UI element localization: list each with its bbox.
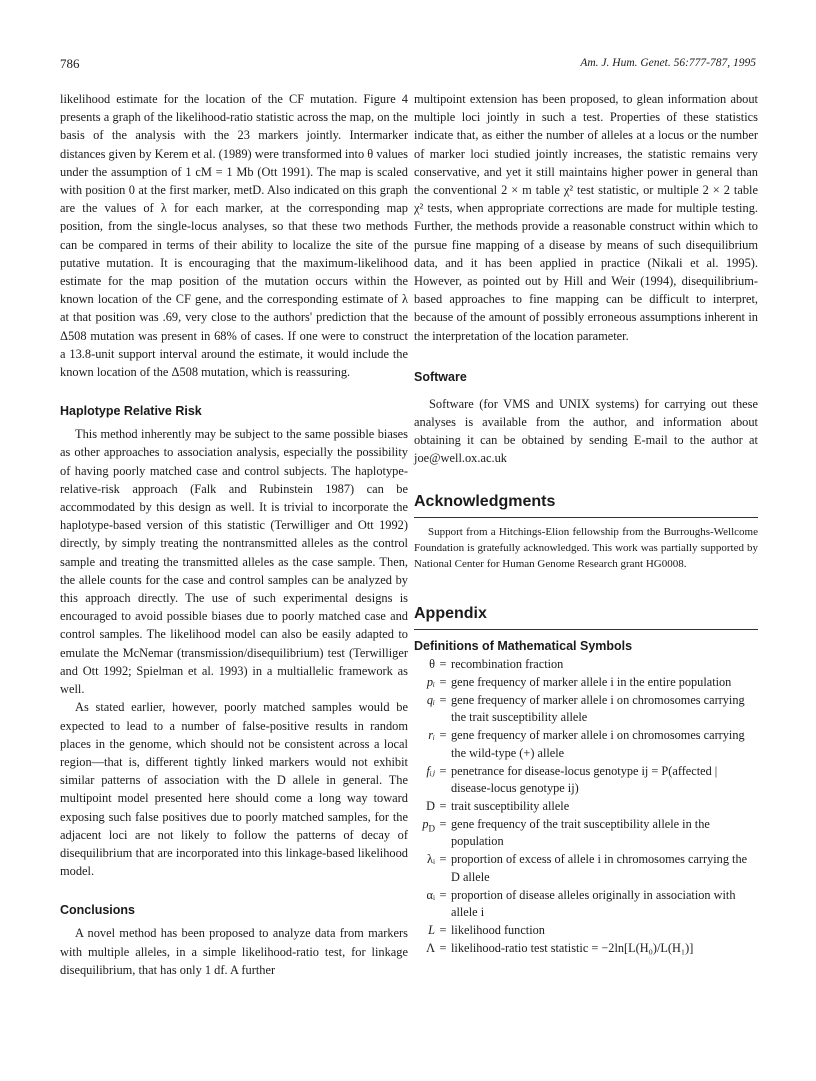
symbol-definition: gene frequency of the trait susceptibility allele in the population <box>451 816 710 849</box>
equals-sign: = <box>439 887 447 902</box>
equals-sign: = <box>439 728 447 743</box>
symbol-definition: proportion of disease alleles originally in association with allele i <box>451 887 736 919</box>
equals-sign: = <box>439 675 447 690</box>
left-column <box>60 90 408 979</box>
symbol: L <box>428 922 435 937</box>
running-head: Am. J. Hum. Genet. 56:777-787, 1995 <box>580 57 756 69</box>
symbol-definition-row <box>414 763 758 798</box>
symbol-definition-row <box>414 922 758 939</box>
software-paragraph: Software (for VMS and UNIX systems) for carrying out these analyses is available from the author, and information about obtaining it can be obtained by sending E-mail to the author at joe@well.ox.ac.uk <box>414 396 758 466</box>
symbol-definition: gene frequency of marker allele i on chromosomes carrying the wild-type (+) allele <box>451 728 745 760</box>
symbol-definition-row <box>414 674 758 691</box>
equals-sign: = <box>439 799 447 814</box>
symbol-definition: likelihood function <box>451 922 545 937</box>
haplotype-heading: Haplotype Relative Risk <box>60 404 202 419</box>
symbol-definition: recombination fraction <box>451 657 564 672</box>
equals-sign: = <box>439 657 447 672</box>
acknowledgments-paragraph: Support from a Hitchings-Elion fellowship from the Burroughs-Wellcome Foundation is gratefully acknowledged. This work was partially supported by National Center for Human Genome Research grant HG0008. <box>414 525 758 571</box>
acknowledgments-heading: Acknowledgments <box>414 492 758 518</box>
page-number: 786 <box>60 56 80 71</box>
conclusions-heading: Conclusions <box>60 903 136 918</box>
symbol: pᵢ <box>426 675 435 690</box>
conclusions-paragraph: A novel method has been proposed to analyze data from markers with multiple alleles, in a simple likelihood-ratio test, for linkage disequilibrium, that has only 1 df. A further <box>60 926 408 977</box>
haplotype-paragraph-1: This method inherently may be subject to the same possible biases as other approaches to association analysis, especially the possibility of having poorly matched case and control subjects. The haplotype-relative-risk approach (Falk and Rubinstein 1987) can be accommodated by this design as well. It is trivial to incorporate the haplotype-based version of this statistic (Terwilliger and Ott 1992) directly, by simply treating the nontransmitted alleles as the control sample and treating the transmitted alleles as the case sample. Then, the allele counts for the case and control samples can be analyzed by this approach directly. The use of such experimental designs is encouraged to avoid possible biases due to poorly matched case and control samples. The likelihood model can also be easily adapted to emulate the McNemar (transmission/disequilibrium) test (Terwilliger and Ott 1992; Spielman et al. 1993) in a multiallelic framework as well. <box>60 427 408 697</box>
symbol: θ <box>429 657 435 672</box>
equals-sign: = <box>439 816 447 831</box>
symbol-definition-row <box>414 727 758 762</box>
haplotype-paragraph-2: As stated earlier, however, poorly matched samples would be expected to lead to a number of false-positive results in random places in the genome, which should not be consistent across a local region—that is, different tightly linked markers would not exhibit similar patterns of association with the D allele in general. The multipoint model presented here should come a long way toward exposing such false positives due to poorly matched samples, for the adjacent loci are not likely to follow the patterns of decay of disequilibrium that are incorporated into this linkage-based likelihood model. <box>60 700 408 879</box>
symbol-definition-row <box>414 887 758 922</box>
symbol-definition: gene frequency of marker allele i in the entire population <box>451 675 732 690</box>
symbol-definition-row <box>414 816 758 851</box>
symbol-definition-row <box>414 851 758 886</box>
continuation-paragraph: multipoint extension has been proposed, to glean information about multiple loci jointly in such a test. Properties of these statistics indicate that, as either the number of alleles at a locus or the number of marker loci studied jointly increases, the statistic remains very conservative, and yet it still maintains higher power in general than the conventional 2 × m table χ² test statistic, or multiple 2 × 2 table χ² tests, when appropriate corrections are made for multiple testing. Further, the methods provide a reasonable construct within which to pursue fine mapping of a disease by means of such disequilibrium data, and it has been applied in practice (Nikali et al. 1995). However, as pointed out by Hill and Weir (1994), disequilibrium-based approaches to fine mapping can be difficult to interpret, because of the amount of possibly erroneous assumptions inherent in the interpretation of the location parameter. <box>414 92 758 343</box>
equals-sign: = <box>439 922 447 937</box>
software-heading: Software <box>414 369 467 384</box>
symbol-definition: gene frequency of marker allele i on chromosomes carrying the trait susceptibility allele <box>451 693 745 725</box>
symbol: $p_D$ <box>422 816 435 834</box>
symbol: Λ <box>426 940 435 955</box>
symbol-definition: proportion of excess of allele i in chromosomes carrying the D allele <box>451 852 748 884</box>
appendix-heading: Appendix <box>414 604 758 630</box>
symbol: λᵢ <box>427 852 435 867</box>
symbol-definition-row <box>414 798 758 815</box>
definitions-heading: Definitions of Mathematical Symbols <box>414 639 633 654</box>
right-column <box>414 90 758 958</box>
symbol-definition-row <box>414 940 758 957</box>
symbol: fᵢⱼ <box>426 763 435 778</box>
equals-sign: = <box>439 852 447 867</box>
symbol-definition-row <box>414 656 758 673</box>
symbol-definition: penetrance for disease-locus genotype ij = P(affected | disease-locus genotype ij) <box>451 763 718 796</box>
symbol: αᵢ <box>426 887 435 902</box>
equals-sign: = <box>439 940 447 955</box>
symbol: rᵢ <box>428 728 435 743</box>
intro-paragraph: likelihood estimate for the location of the CF mutation. Figure 4 presents a graph of the likelihood-ratio statistic across the map, on the basis of the analysis with the 23 markers jointly. Intermarker distances given by Kerem et al. (1989) were transformed into θ values under the assumption of 1 cM = 1 Mb (Ott 1991). The map is scaled with position 0 at the first marker, metD. Also indicated on this graph are the values of λ for each marker, at the corresponding map position, from the single-locus analyses, so that these two methods can be compared in terms of their ability to localize the site of the putative mutation. It is encouraging that the maximum-likelihood estimate for the map position of the mutation occurs within the known location of the CF gene, and the corresponding estimate of λ at that position was .69, very close to the authors' prediction that the Δ508 mutation was present in 68% of cases. If one were to construct a 13.8-unit support interval around the estimate, it would include the known location of the Δ508 mutation, which is reassuring. <box>60 92 408 380</box>
symbol: qᵢ <box>426 693 435 708</box>
symbol-definition-row <box>414 692 758 727</box>
symbol: D <box>426 799 435 814</box>
equals-sign: = <box>439 693 447 708</box>
equals-sign: = <box>439 763 447 778</box>
symbol-definitions-list <box>414 656 758 957</box>
symbol-definition: likelihood-ratio test statistic = −2ln[L(H₀)/L(H₁)] <box>451 940 694 955</box>
symbol-definition: trait susceptibility allele <box>451 799 570 814</box>
